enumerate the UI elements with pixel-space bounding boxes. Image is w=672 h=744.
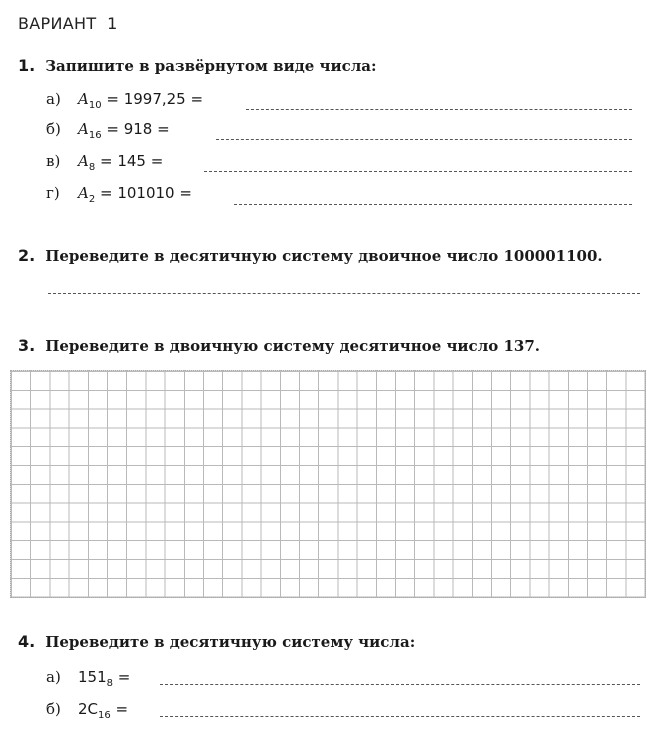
variant-number: 1 xyxy=(107,14,118,33)
answer-line-4a[interactable] xyxy=(160,684,640,685)
task-1-item-c xyxy=(46,152,163,173)
item-base: 2 xyxy=(88,194,96,205)
item-value: 145 = xyxy=(117,152,164,170)
task-1-number: 1. xyxy=(18,56,36,75)
task-4-text: Переведите в десятичную систему числа: xyxy=(45,633,416,651)
answer-line-1b[interactable] xyxy=(216,139,632,140)
task-1-text: Запишите в развёрнутом виде числа: xyxy=(45,57,377,75)
variant-label: ВАРИАНТ xyxy=(18,14,97,33)
task-2-heading xyxy=(18,246,603,265)
item-main: 151 xyxy=(78,668,107,686)
item-label: г) xyxy=(46,184,60,202)
task-1-item-d xyxy=(46,184,192,205)
item-base: 8 xyxy=(88,162,96,173)
answer-line-1d[interactable] xyxy=(234,204,632,205)
answer-line-2[interactable] xyxy=(48,293,640,294)
item-expression: $A_2 = 101010$ = xyxy=(78,184,192,205)
item-base: 10 xyxy=(88,100,102,111)
item-eq: = xyxy=(115,700,129,718)
task-1-heading xyxy=(18,56,377,75)
item-base: 16 xyxy=(88,130,102,141)
task-4-heading xyxy=(18,632,415,651)
task-1-item-a xyxy=(46,90,203,111)
item-expression: $A_{16} = 918$ = xyxy=(78,120,170,141)
item-expression: $A_{10} = 1997,25$ = xyxy=(78,90,204,111)
item-expression xyxy=(78,700,128,721)
task-4-item-a xyxy=(46,668,130,689)
item-label: а) xyxy=(46,668,61,686)
answer-line-1a[interactable] xyxy=(246,109,632,110)
item-expression xyxy=(78,668,130,689)
item-label: б) xyxy=(46,120,61,138)
item-label: б) xyxy=(46,700,61,718)
task-3-text: Переведите в двоичную систему десятичное число 137. xyxy=(45,337,541,355)
item-expression: $A_8 = 145$ = xyxy=(78,152,164,173)
task-2-number: 2. xyxy=(18,246,36,265)
item-value: 918 = xyxy=(123,120,170,138)
task-3-heading xyxy=(18,336,540,355)
answer-line-4b[interactable] xyxy=(160,716,640,717)
variant-title xyxy=(18,14,118,33)
answer-line-1c[interactable] xyxy=(204,171,632,172)
item-main: 2C xyxy=(78,700,99,718)
item-base: 16 xyxy=(98,710,111,721)
grid-workspace[interactable] xyxy=(10,370,646,598)
item-value: 101010 = xyxy=(117,184,192,202)
task-4-item-b xyxy=(46,700,128,721)
item-value: 1997,25 = xyxy=(123,90,204,108)
item-label: в) xyxy=(46,152,61,170)
task-3-number: 3. xyxy=(18,336,36,355)
task-2-text: Переведите в десятичную систему двоичное число 100001100. xyxy=(45,247,603,265)
item-eq: = xyxy=(117,668,131,686)
item-base: 8 xyxy=(106,678,114,689)
task-1-item-b xyxy=(46,120,170,141)
task-4-number: 4. xyxy=(18,632,36,651)
item-label: а) xyxy=(46,90,61,108)
